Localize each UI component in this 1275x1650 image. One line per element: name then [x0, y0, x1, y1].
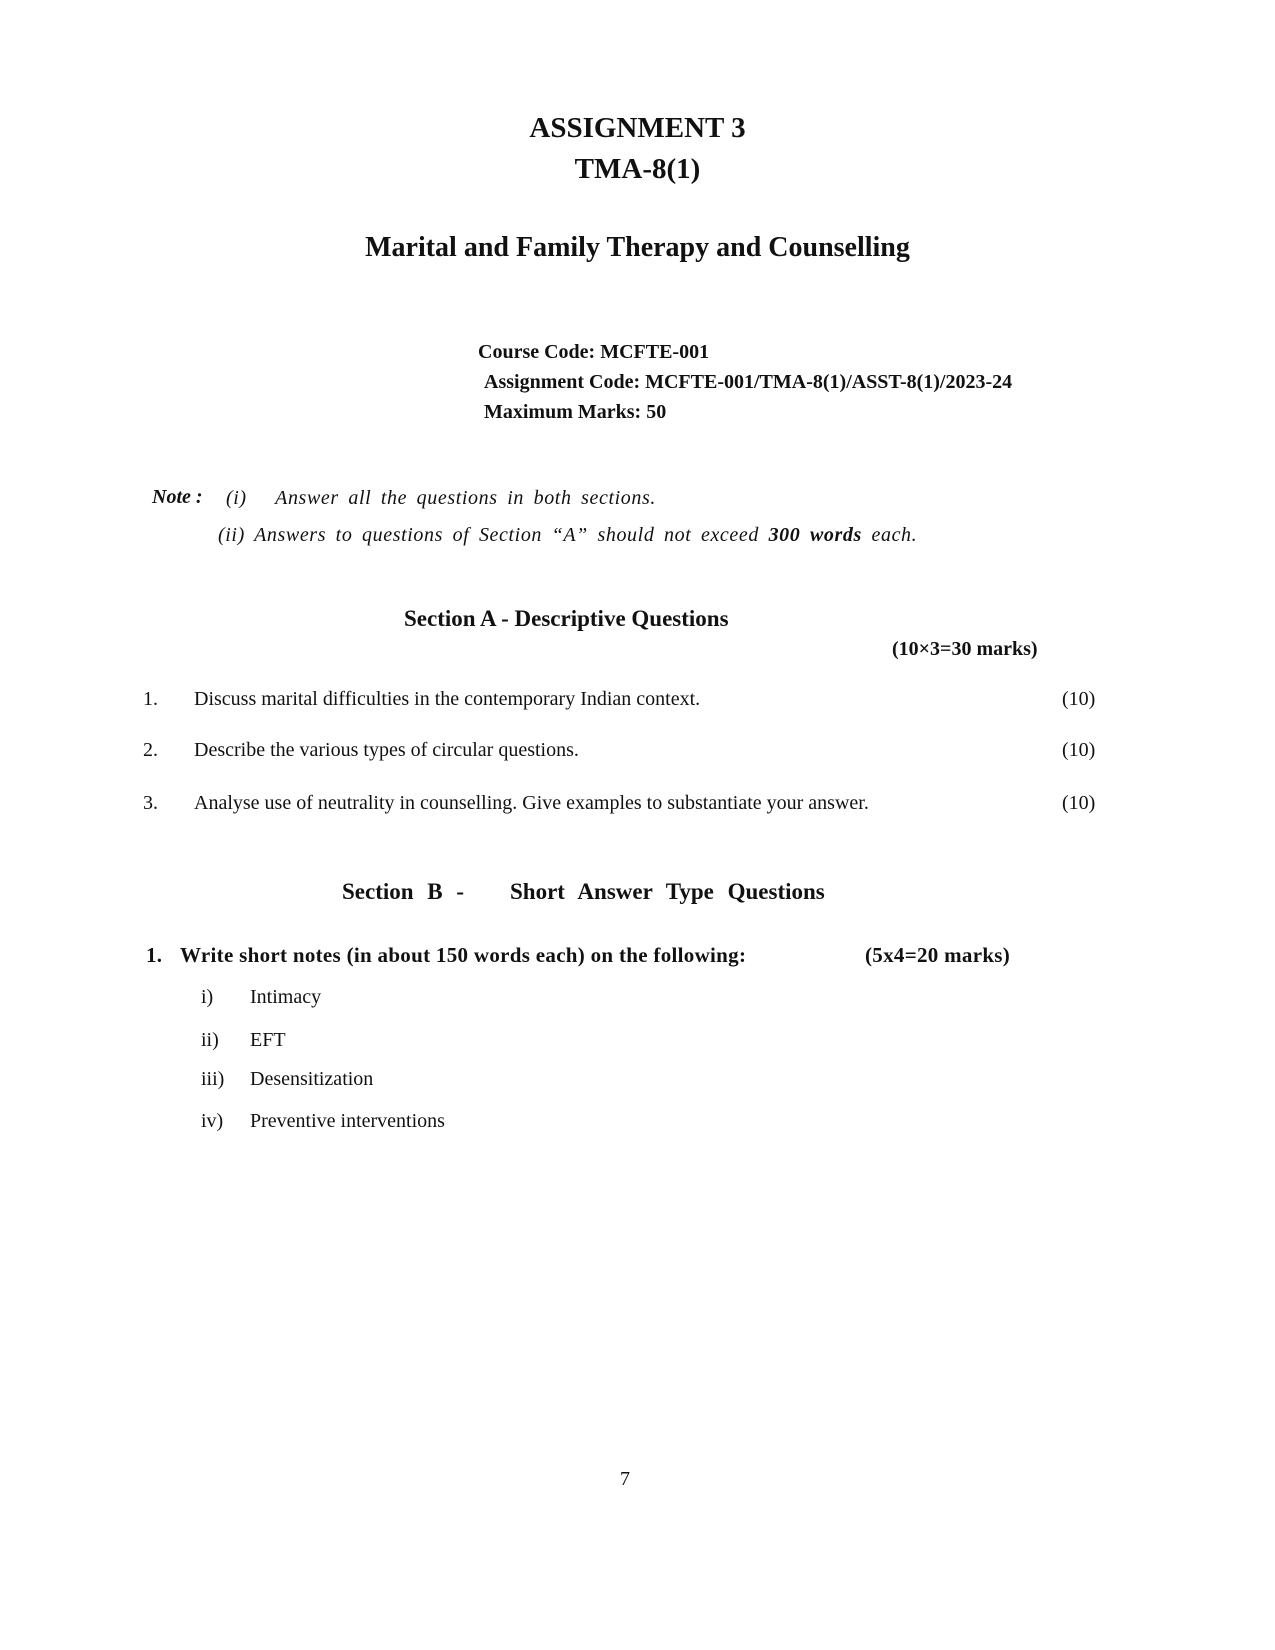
course-code: Course Code: MCFTE-001	[478, 341, 710, 363]
note-label: Note :	[152, 486, 203, 508]
maximum-marks: Maximum Marks: 50	[484, 401, 667, 423]
question-text: Analyse use of neutrality in counselling. Give examples to substantiate your answer.	[194, 792, 869, 814]
sub-item-text: EFT	[250, 1029, 286, 1051]
sub-item-text: Desensitization	[250, 1068, 374, 1090]
course-name: Marital and Family Therapy and Counselling	[365, 232, 910, 263]
section-b-heading-label: Section B -	[342, 879, 465, 904]
assignment-code: Assignment Code: MCFTE-001/TMA-8(1)/ASST-8(1)/2023-24	[484, 371, 1013, 393]
note-item-2	[218, 524, 917, 547]
sub-item-text: Intimacy	[250, 986, 322, 1008]
note-item-2-text: Answers to questions of Section “A” should not exceed	[254, 524, 759, 546]
question-number: 3.	[143, 792, 158, 814]
section-a-marks: (10×3=30 marks)	[892, 638, 1038, 660]
section-a-heading: Section A - Descriptive Questions	[404, 606, 729, 631]
question-marks: (10)	[1062, 739, 1096, 761]
sub-item-number: i)	[201, 986, 214, 1008]
sub-item-number: iii)	[201, 1068, 225, 1090]
section-b-question-number: 1.	[146, 943, 163, 967]
note-item-2-tail: each.	[871, 524, 918, 546]
note-item-2-num: (ii)	[218, 524, 245, 546]
assignment-title: ASSIGNMENT 3	[529, 112, 746, 144]
question-number: 2.	[143, 739, 158, 761]
question-text: Discuss marital difficulties in the contemporary Indian context.	[194, 688, 701, 710]
page-number: 7	[620, 1468, 630, 1490]
note-item-1-num: (i)	[226, 487, 247, 509]
tma-code: TMA-8(1)	[574, 153, 701, 185]
note-item-1	[226, 487, 656, 510]
question-marks: (10)	[1062, 688, 1096, 710]
sub-item-text: Preventive interventions	[250, 1110, 445, 1132]
note-item-1-text: Answer all the questions in both sections.	[275, 487, 656, 509]
section-b-question-text: Write short notes (in about 150 words each) on the following:	[180, 943, 747, 967]
question-text: Describe the various types of circular questions.	[194, 739, 579, 761]
section-b-heading-title: Short Answer Type Questions	[510, 879, 825, 904]
question-number: 1.	[143, 688, 158, 710]
sub-item-number: iv)	[201, 1110, 224, 1132]
sub-item-number: ii)	[201, 1029, 219, 1051]
note-item-2-bold: 300 words	[768, 524, 862, 546]
section-b-marks: (5x4=20 marks)	[865, 943, 1011, 967]
question-marks: (10)	[1062, 792, 1096, 814]
